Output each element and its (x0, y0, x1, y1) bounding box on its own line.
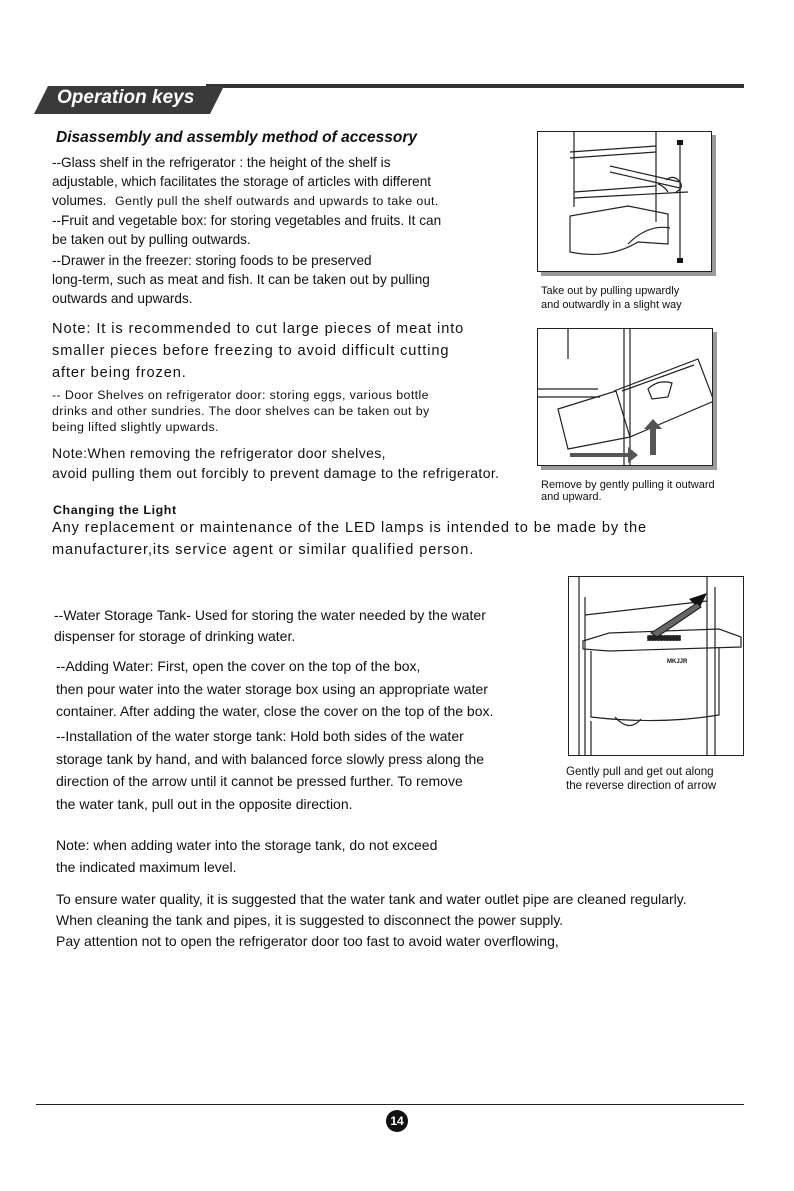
figure-caption: Gently pull and get out along (566, 765, 714, 778)
note-line: smaller pieces before freezing to avoid difficult cutting (52, 343, 450, 359)
figure-caption: the reverse direction of arrow (566, 779, 717, 792)
note-line: avoid pulling them out forcibly to prevent damage to the refrigerator. (52, 465, 500, 481)
note-line: after being frozen. (52, 365, 187, 381)
shelf-figure (537, 131, 712, 272)
tank-brand-label: MKJJR (667, 659, 688, 665)
note-line: the indicated maximum level. (56, 859, 237, 875)
text-line: container. After adding the water, close the cover on the top of the box. (56, 703, 494, 719)
text-line: dispenser for storage of drinking water. (54, 628, 296, 644)
text-line: adjustable, which facilitates the storage of articles with different (52, 174, 432, 189)
text-line: drinks and other sundries. The door shelves can be taken out by (52, 404, 430, 418)
text-line: --Installation of the water storge tank: Hold both sides of the water (56, 728, 464, 744)
door-shelf-illustration (538, 329, 713, 466)
text-line: volumes. (52, 193, 107, 208)
text-line: --Drawer in the freezer: storing foods to be preserved (52, 253, 372, 268)
water-tank-figure (568, 576, 744, 756)
light-section-title: Changing the Light (53, 503, 177, 517)
text-line: Pay attention not to open the refrigerator door too fast to avoid water overflowing, (56, 933, 559, 949)
text-line: -- Door Shelves on refrigerator door: storing eggs, various bottle (52, 388, 429, 402)
text-line: direction of the arrow until it cannot be pressed further. To remove (56, 773, 463, 789)
text-line: long-term, such as meat and fish. It can be taken out by pulling (52, 272, 430, 287)
note-line: Note: when adding water into the storage tank, do not exceed (56, 837, 438, 853)
text-line: be taken out by pulling outwards. (52, 232, 251, 247)
text-line: manufacturer,its service agent or similar qualified person. (52, 542, 475, 558)
door-shelf-figure (537, 328, 713, 466)
text-line: Gently pull the shelf outwards and upwards to take out. (115, 194, 439, 208)
text-line: To ensure water quality, it is suggested that the water tank and water outlet pipe are cleaned regularly. (56, 891, 687, 907)
figure-caption: Remove by gently pulling it outward (541, 479, 715, 491)
text-line: --Glass shelf in the refrigerator : the height of the shelf is (52, 155, 391, 170)
text-line: being lifted slightly upwards. (52, 420, 219, 434)
note-line: Note: It is recommended to cut large pieces of meat into (52, 321, 465, 337)
section-title: Disassembly and assembly method of accessory (56, 129, 417, 146)
water-tank-illustration (569, 577, 744, 756)
text-line: --Water Storage Tank- Used for storing the water needed by the water (54, 607, 486, 623)
note-line: Note:When removing the refrigerator door shelves, (52, 445, 386, 461)
text-line: then pour water into the water storage box using an appropriate water (56, 681, 488, 697)
text-line: storage tank by hand, and with balanced force slowly press along the (56, 751, 485, 767)
page-number: 14 (386, 1110, 408, 1132)
figure-caption: Take out by pulling upwardly (541, 285, 680, 297)
text-line: outwards and upwards. (52, 291, 193, 306)
figure-caption: and outwardly in a slight way (541, 299, 682, 311)
text-line: Any replacement or maintenance of the LED lamps is intended to be made by the (52, 520, 647, 536)
header-rule (206, 84, 744, 88)
page-title: Operation keys (57, 87, 195, 108)
shelf-illustration (538, 132, 712, 272)
text-line: --Adding Water: First, open the cover on the top of the box, (56, 658, 421, 674)
figure-caption: and upward. (541, 491, 602, 503)
footer-rule (36, 1104, 744, 1105)
text-line: --Fruit and vegetable box: for storing vegetables and fruits. It can (52, 213, 442, 228)
text-line: the water tank, pull out in the opposite direction. (56, 796, 353, 812)
text-line: When cleaning the tank and pipes, it is suggested to disconnect the power supply. (56, 912, 564, 928)
